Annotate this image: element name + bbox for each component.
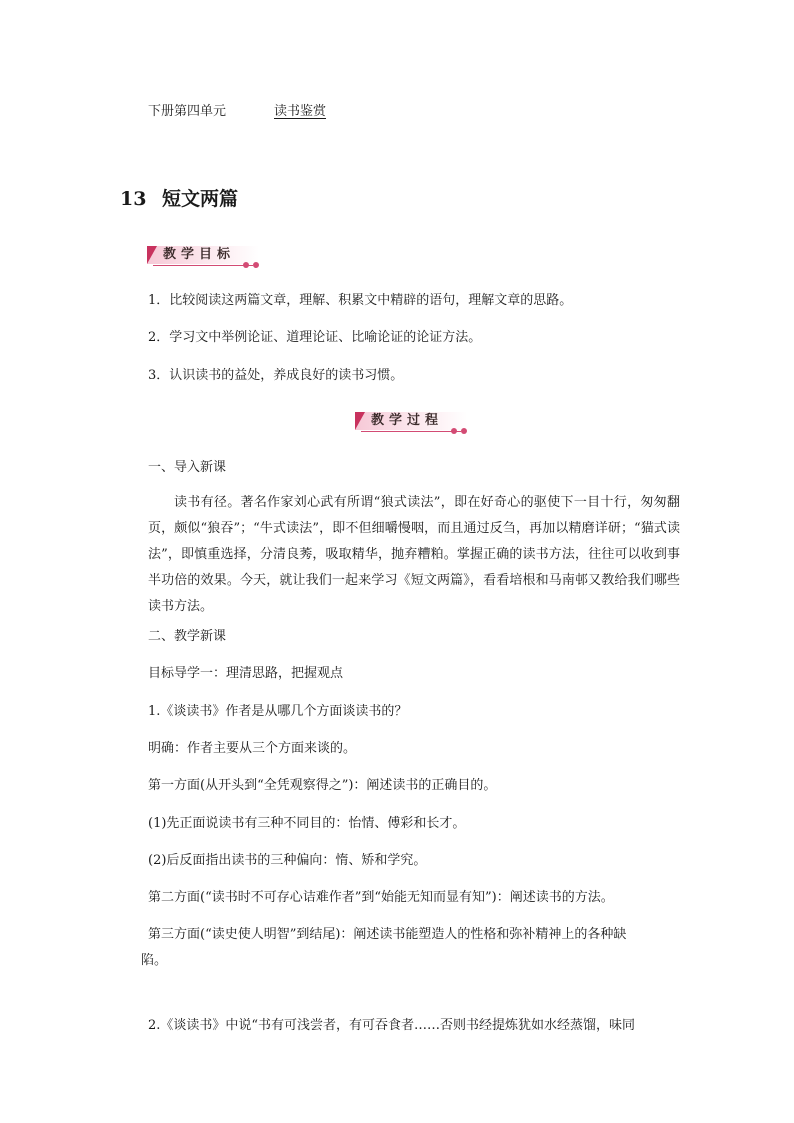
theme-label: 读书鉴赏 [274, 104, 327, 119]
banner-line [153, 265, 253, 266]
objective-item-2: 2．学习文中举例论证、道理论证、比喻论证的论证方法。 [148, 330, 482, 345]
section-heading-intro: 一、导入新课 [148, 460, 227, 475]
lesson-title [120, 184, 238, 211]
aspect-3-line-2: 陷。 [141, 953, 168, 968]
process-banner-label: 教学过程 [371, 413, 444, 428]
banner-dot [243, 262, 249, 268]
section-heading-teaching: 二、教学新课 [148, 629, 227, 644]
banner-dot [253, 262, 259, 268]
aspect-2: 第二方面(“读书时不可存心诘难作者”到“始能无知而显有知”)：阐述读书的方法。 [148, 890, 614, 905]
unit-label: 下册第四单元 [148, 104, 227, 119]
objective-item-1: 1．比较阅读这两篇文章，理解、积累文中精辟的语句，理解文章的思路。 [148, 293, 573, 308]
question-1: 1.《谈读书》作者是从哪几个方面谈读书的？ [148, 704, 408, 719]
banner-dot [461, 428, 467, 434]
question-2: 2.《谈读书》中说“书有可浅尝者，有可吞食者……否则书经提炼犹如水经蒸馏，味同 [148, 1018, 636, 1033]
lesson-title-text: 短文两篇 [162, 188, 239, 210]
objectives-banner-label: 教学目标 [163, 247, 236, 262]
objectives-banner [147, 246, 259, 270]
objective-item-3: 3．认识读书的益处，养成良好的读书习惯。 [148, 368, 404, 383]
banner-dot [451, 428, 457, 434]
aspect-3-line-1: 第三方面(“读史使人明智”到结尾)：阐述读书能塑造人的性格和弥补精神上的各种缺 [148, 927, 627, 942]
intro-paragraph: 读书有径。著名作家刘心武有所谓“狼式读法”，即在好奇心的驱使下一目十行，匆匆翻页，颇似“狼吞”；“牛式读法”，即不但细嚼慢咽，而且通过反刍，再加以精磨详研；“猫式读法”，即慎重选择，分清良莠，吸取精华，抛弃糟粕。掌握正确的读书方法，往往可以收到事半功倍的效果。今天，就让我们一起来学习《短文两篇》，看看培根和马南邨又教给我们哪些读书方法。 [148, 495, 680, 614]
aspect-1-sub-1: (1)先正面说读书有三种不同目的：怡情、傅彩和长才。 [148, 816, 466, 831]
banner-line [361, 431, 461, 432]
banner-tab [355, 412, 365, 430]
aspect-1: 第一方面(从开头到“全凭观察得之”)：阐述读书的正确目的。 [148, 778, 497, 793]
aspect-3 [141, 922, 680, 974]
aspect-1-sub-2: (2)后反面指出读书的三种偏向：惰、矫和学究。 [148, 853, 427, 868]
process-banner [355, 412, 467, 436]
lesson-number: 13 [120, 188, 147, 210]
goal-heading-1: 目标导学一：理清思路，把握观点 [148, 666, 344, 681]
banner-tab [147, 246, 157, 264]
answer-1: 明确：作者主要从三个方面来谈的。 [148, 741, 357, 756]
